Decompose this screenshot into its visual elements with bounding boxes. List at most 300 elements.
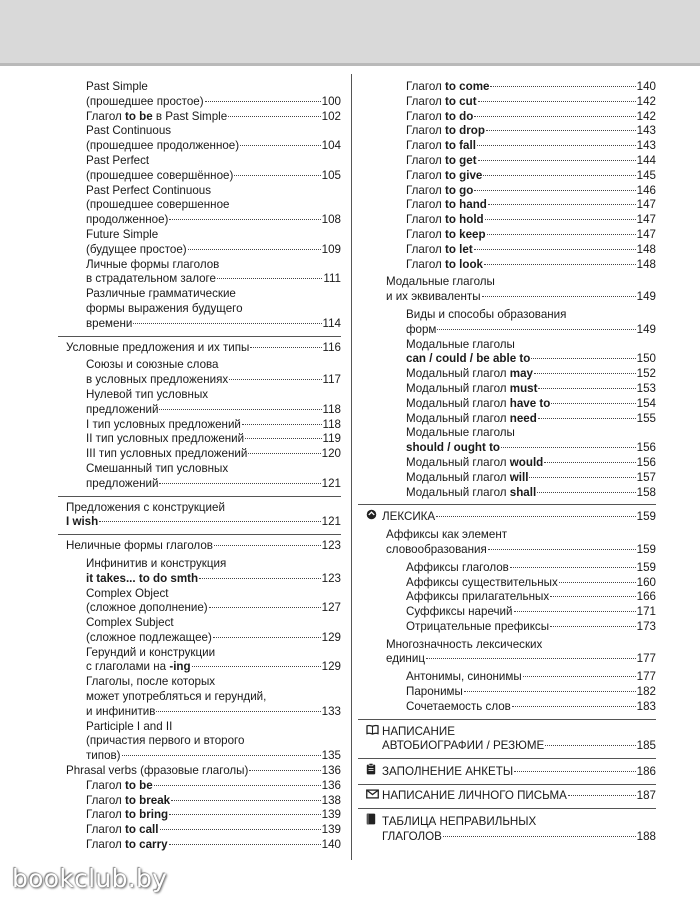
toc-text: (будущее простое)	[86, 242, 187, 256]
dot-leader	[242, 424, 322, 425]
page-number: 105	[321, 168, 341, 182]
toc-entry[interactable]	[66, 110, 341, 125]
toc-text: Глагол	[406, 183, 445, 197]
page-number: 118	[322, 417, 341, 431]
page-number: 114	[322, 316, 341, 330]
toc-entry[interactable]	[366, 543, 656, 558]
toc-entry[interactable]	[366, 739, 656, 754]
toc-text: Past Perfect	[86, 153, 150, 167]
toc-entry-title	[86, 705, 155, 720]
toc-entry-title	[86, 432, 244, 447]
toc-text: предложений	[86, 402, 159, 416]
toc-entry[interactable]	[366, 213, 656, 228]
dot-leader	[169, 814, 321, 815]
dot-leader	[199, 578, 321, 579]
toc-entry[interactable]	[66, 287, 341, 302]
toc-entry[interactable]	[66, 515, 341, 530]
toc-text: Глагол	[406, 213, 445, 227]
toc-entry[interactable]	[66, 675, 341, 690]
toc-entry-title	[86, 631, 212, 646]
toc-entry[interactable]	[66, 477, 341, 492]
toc-entry-title	[86, 287, 236, 302]
toc-entry-title	[406, 367, 533, 382]
dot-leader	[240, 145, 321, 146]
toc-entry-title	[86, 557, 226, 572]
toc-entry[interactable]	[366, 124, 656, 139]
page-number: 120	[321, 447, 341, 461]
watermark-text: bookclub.by	[12, 864, 168, 893]
toc-entry-title	[86, 447, 247, 462]
toc-entry[interactable]	[66, 646, 341, 661]
toc-entry[interactable]	[66, 749, 341, 764]
toc-text: продолженное)	[86, 213, 169, 227]
toc-entry-title	[86, 198, 229, 213]
toc-entry[interactable]	[66, 838, 341, 853]
page-number: 148	[636, 257, 656, 271]
toc-entry[interactable]	[66, 373, 341, 388]
toc-entry-title	[406, 95, 477, 110]
toc-entry[interactable]	[366, 154, 656, 169]
toc-entry[interactable]	[366, 169, 656, 184]
toc-entry[interactable]	[366, 397, 656, 412]
page-number: 104	[321, 139, 341, 153]
toc-text: Глагол	[406, 168, 445, 182]
page-number: 123	[321, 571, 341, 585]
toc-text: Условные предложения и их типы	[66, 340, 250, 354]
section-separator	[358, 504, 656, 505]
toc-entry[interactable]	[366, 352, 656, 367]
toc-term-bold: I wish	[66, 515, 99, 529]
toc-entry-title	[406, 184, 473, 199]
toc-entry-title	[406, 213, 484, 228]
toc-term-bold: shall	[509, 485, 537, 499]
toc-entry[interactable]	[66, 462, 341, 477]
toc-entry-title	[406, 80, 489, 95]
toc-entry[interactable]	[366, 441, 656, 456]
toc-entry[interactable]	[66, 358, 341, 373]
toc-entry[interactable]	[366, 471, 656, 486]
dot-leader	[154, 785, 321, 786]
toc-entry[interactable]	[366, 139, 656, 154]
toc-entry[interactable]	[66, 258, 341, 273]
dot-leader	[568, 795, 636, 796]
toc-text: в Past Simple	[152, 109, 228, 123]
toc-entry[interactable]	[366, 80, 656, 95]
toc-entry[interactable]	[66, 418, 341, 433]
toc-entry[interactable]	[366, 184, 656, 199]
dot-leader	[488, 549, 636, 550]
toc-entry[interactable]	[366, 110, 656, 125]
dot-leader	[436, 516, 635, 517]
dot-leader	[250, 347, 321, 348]
toc-text: Глагол	[406, 80, 445, 93]
toc-entry-title	[66, 764, 248, 779]
dot-leader	[217, 278, 322, 279]
toc-entry[interactable]	[66, 302, 341, 317]
toc-entry[interactable]	[366, 605, 656, 620]
dot-leader	[490, 86, 635, 87]
page-number: 145	[636, 168, 656, 182]
toc-entry-title	[406, 605, 513, 620]
page-number: 177	[636, 652, 656, 666]
page-number: 121	[321, 476, 341, 490]
toc-text: Future Simple	[86, 227, 159, 241]
toc-entry[interactable]	[366, 382, 656, 397]
toc-entry-title	[86, 808, 168, 823]
toc-text: Союзы и союзные слова	[86, 358, 219, 372]
toc-entry-title	[406, 620, 549, 635]
toc-entry[interactable]	[366, 412, 656, 427]
toc-entry[interactable]	[66, 341, 341, 356]
dot-leader	[159, 483, 320, 484]
toc-entry-title	[406, 198, 487, 213]
dot-leader	[550, 626, 636, 627]
toc-entry[interactable]	[66, 243, 341, 258]
toc-term-bold: to give	[445, 168, 483, 182]
toc-entry[interactable]	[66, 432, 341, 447]
toc-text: и их эквиваленты	[386, 290, 481, 304]
dot-leader	[228, 116, 320, 117]
dot-leader	[488, 204, 636, 205]
book-icon	[366, 724, 382, 740]
page-number: 121	[321, 515, 341, 529]
toc-entry[interactable]	[366, 561, 656, 576]
toc-term-bold: have to	[509, 396, 551, 410]
page-number: 182	[636, 685, 656, 699]
toc-term-bold: may	[509, 367, 533, 381]
toc-text: Аффиксы существительных	[406, 575, 558, 589]
toc-text: Глагол	[86, 109, 125, 123]
toc-entry-title	[386, 652, 425, 667]
toc-text: словообразования	[386, 542, 487, 556]
toc-entry[interactable]	[366, 813, 656, 830]
toc-entry[interactable]	[66, 660, 341, 675]
page-number: 187	[636, 789, 656, 803]
toc-entry[interactable]	[366, 830, 656, 845]
dot-leader	[538, 388, 635, 389]
toc-entry[interactable]	[66, 823, 341, 838]
toc-entry-title	[406, 169, 482, 184]
lexicon-icon	[366, 509, 382, 525]
toc-text: Суффиксы наречий	[406, 605, 513, 619]
toc-text: Модальный глагол	[406, 470, 510, 484]
toc-entry[interactable]	[66, 794, 341, 809]
toc-entry[interactable]	[66, 631, 341, 646]
toc-entry[interactable]	[366, 426, 656, 441]
page-number: 100	[321, 94, 341, 108]
toc-entry[interactable]	[366, 308, 656, 323]
toc-entry[interactable]	[366, 486, 656, 501]
dot-leader	[486, 130, 636, 131]
toc-entry[interactable]	[366, 638, 656, 653]
toc-entry-title	[86, 110, 227, 125]
toc-entry-title	[406, 228, 486, 243]
page-number: 159	[636, 510, 656, 524]
dot-leader	[487, 234, 636, 235]
toc-text: в условных предложениях	[86, 373, 229, 387]
page-number: 133	[321, 704, 341, 718]
toc-entry-title	[86, 243, 187, 258]
toc-term-bold: must	[509, 381, 538, 395]
toc-term-bold: to come	[445, 80, 490, 93]
toc-text: Глаголы, после которых	[86, 675, 216, 689]
toc-entry[interactable]	[66, 539, 341, 554]
dot-leader	[213, 637, 321, 638]
toc-entry[interactable]	[66, 139, 341, 154]
toc-text: Сочетаемость слов	[406, 699, 511, 713]
toc-text: Отрицательные префиксы	[406, 619, 550, 633]
toc-entry-title	[86, 228, 158, 243]
dot-leader	[501, 447, 636, 448]
dot-leader	[464, 691, 636, 692]
page-number: 147	[636, 227, 656, 241]
toc-entry[interactable]	[66, 808, 341, 823]
toc-entry-title	[86, 302, 243, 317]
page-number: 188	[636, 829, 656, 843]
toc-text: Личные формы глаголов	[86, 257, 220, 271]
toc-term-bold: to fall	[445, 139, 476, 153]
page-number: 135	[321, 749, 341, 763]
toc-entry[interactable]	[366, 228, 656, 243]
dot-leader	[122, 755, 321, 756]
toc-term-bold: should / ought to	[406, 441, 501, 455]
toc-text: Антонимы, синонимы	[406, 670, 522, 684]
toc-entry-title	[86, 317, 132, 332]
dot-leader	[514, 771, 636, 772]
toc-entry-title	[406, 382, 537, 397]
toc-text: Complex Object	[86, 586, 169, 600]
toc-entry[interactable]	[66, 184, 341, 199]
page-number: 171	[636, 605, 656, 619]
dot-leader	[205, 101, 321, 102]
toc-text: II тип условных предложений	[86, 432, 245, 446]
toc-entry[interactable]	[366, 367, 656, 382]
toc-entry-title	[406, 308, 566, 323]
toc-entry-title	[86, 601, 208, 616]
toc-entry[interactable]	[366, 685, 656, 700]
toc-entry[interactable]	[366, 576, 656, 591]
dot-leader	[229, 379, 321, 380]
dot-leader	[159, 409, 321, 410]
toc-entry[interactable]	[366, 509, 656, 525]
toc-entry-title	[86, 616, 174, 631]
toc-entry[interactable]	[366, 290, 656, 305]
toc-entry[interactable]	[66, 317, 341, 332]
page-number: 139	[321, 823, 341, 837]
page-number: 147	[636, 213, 656, 227]
toc-entry[interactable]	[366, 323, 656, 338]
toc-entry-title	[406, 243, 473, 258]
toc-entry[interactable]	[66, 198, 341, 213]
toc-entry[interactable]	[66, 80, 341, 95]
toc-term-bold: to break	[125, 793, 171, 807]
toc-entry-title	[406, 397, 550, 412]
dot-leader	[474, 116, 635, 117]
toc-entry[interactable]	[366, 789, 656, 804]
dot-leader	[426, 658, 636, 659]
toc-term-bold: to bring	[125, 808, 169, 822]
toc-entry[interactable]	[66, 616, 341, 631]
toc-entry[interactable]	[66, 764, 341, 779]
toc-text: Глагол	[406, 198, 445, 212]
toc-entry-title	[86, 734, 244, 749]
page-number: 127	[321, 601, 341, 615]
toc-text: Модальные глаголы	[386, 275, 495, 289]
toc-text: Глагол	[86, 808, 125, 822]
toc-text: Модальный глагол	[406, 411, 510, 425]
toc-text: формы выражения будущего	[86, 301, 243, 315]
toc-entry[interactable]	[66, 272, 341, 287]
dot-leader	[544, 462, 635, 463]
toc-entry-title	[406, 590, 549, 605]
toc-entry-title	[86, 403, 158, 418]
toc-entry[interactable]	[366, 275, 656, 290]
toc-entry-title	[406, 456, 543, 471]
toc-term-bold: can / could / be able to	[406, 352, 531, 366]
toc-entry[interactable]	[66, 228, 341, 243]
toc-entry[interactable]	[366, 724, 656, 740]
toc-entry[interactable]	[66, 557, 341, 572]
toc-text: Модальные глаголы	[406, 426, 515, 440]
toc-entry[interactable]	[66, 95, 341, 110]
toc-text: НАПИСАНИЕ	[382, 724, 455, 738]
toc-entry[interactable]	[66, 720, 341, 735]
toc-entry-title	[86, 462, 228, 477]
toc-text: Нулевой тип условных	[86, 387, 209, 401]
section-separator	[358, 758, 656, 759]
dot-leader	[249, 770, 320, 771]
page-number: 157	[636, 470, 656, 484]
dot-leader	[514, 611, 636, 612]
dot-leader	[485, 219, 636, 220]
toc-entry-title	[66, 341, 249, 356]
page-number: 111	[323, 272, 341, 286]
dot-leader	[545, 745, 635, 746]
toc-term-bold: to keep	[445, 227, 486, 241]
dot-leader	[160, 829, 321, 830]
toc-text: НАПИСАНИЕ ЛИЧНОГО ПИСЬМА	[382, 789, 567, 803]
page-number: 158	[636, 485, 656, 499]
toc-term-bold: it takes... to do smth	[86, 571, 199, 585]
toc-entry-title	[86, 169, 233, 184]
toc-entry[interactable]	[66, 690, 341, 705]
page-number: 138	[321, 793, 341, 807]
toc-entry-title	[366, 724, 455, 740]
toc-text: Глагол	[406, 242, 445, 256]
toc-text: Глагол	[86, 838, 125, 852]
toc-entry[interactable]	[66, 447, 341, 462]
toc-text: Модальный глагол	[406, 367, 510, 381]
page-number: 153	[636, 381, 656, 395]
toc-entry[interactable]	[366, 652, 656, 667]
toc-entry[interactable]	[366, 95, 656, 110]
toc-entry-title	[86, 779, 153, 794]
toc-term-bold: to hand	[445, 198, 487, 212]
toc-text: Аффиксы глаголов	[406, 560, 509, 574]
toc-entry[interactable]	[66, 734, 341, 749]
dot-leader	[192, 666, 321, 667]
toc-text: Глагол	[86, 778, 125, 792]
toc-entry[interactable]	[66, 705, 341, 720]
toc-text: Модальный глагол	[406, 455, 510, 469]
toc-entry[interactable]	[66, 213, 341, 228]
toc-text: Герундий и конструкции	[86, 645, 216, 659]
toc-entry-title	[366, 813, 536, 830]
page-number: 116	[322, 340, 341, 354]
toc-entry-title	[406, 426, 515, 441]
toc-entry[interactable]	[366, 700, 656, 715]
toc-entry[interactable]	[66, 388, 341, 403]
toc-entry-title	[86, 660, 191, 675]
toc-entry[interactable]	[66, 587, 341, 602]
toc-entry[interactable]	[366, 590, 656, 605]
dot-leader	[550, 596, 636, 597]
toc-entry-title	[86, 646, 215, 661]
dot-leader	[512, 706, 636, 707]
page-number: 129	[321, 660, 341, 674]
dot-leader	[474, 190, 635, 191]
toc-term-bold: -ing	[169, 660, 191, 674]
page-number: 140	[636, 80, 656, 93]
toc-entry-title	[386, 638, 542, 653]
toc-entry[interactable]	[66, 601, 341, 616]
toc-entry-title	[406, 352, 530, 367]
dot-leader	[478, 101, 636, 102]
toc-entry[interactable]	[366, 243, 656, 258]
toc-entry[interactable]	[66, 572, 341, 587]
toc-text: Неличные формы глаголов	[66, 539, 213, 553]
toc-entry-title	[86, 838, 168, 853]
toc-entry-title	[406, 670, 522, 685]
toc-text: может употребляться и герундий,	[86, 690, 267, 704]
toc-entry[interactable]	[366, 338, 656, 353]
toc-right-column	[366, 80, 656, 844]
toc-entry[interactable]	[66, 169, 341, 184]
toc-term-bold: to hold	[445, 213, 484, 227]
toc-entry[interactable]	[66, 124, 341, 139]
toc-entry-title	[86, 477, 158, 492]
envelope-icon	[366, 789, 382, 804]
toc-entry-title	[66, 515, 98, 530]
toc-entry-title	[86, 80, 148, 95]
toc-entry[interactable]	[66, 501, 341, 516]
toc-entry-title	[86, 675, 215, 690]
toc-entry[interactable]	[366, 456, 656, 471]
toc-entry[interactable]	[66, 154, 341, 169]
page-number: 148	[636, 242, 656, 256]
page-number: 119	[322, 432, 341, 446]
toc-entry-title	[86, 373, 228, 388]
toc-entry[interactable]	[366, 528, 656, 543]
toc-entry-title	[406, 471, 528, 486]
page-number: 149	[636, 290, 656, 304]
toc-entry[interactable]	[366, 620, 656, 635]
toc-entry[interactable]	[66, 779, 341, 794]
toc-entry[interactable]	[366, 198, 656, 213]
toc-text: типов)	[86, 749, 121, 763]
toc-entry[interactable]	[366, 763, 656, 780]
dot-leader	[214, 545, 321, 546]
clipboard-icon	[366, 763, 382, 780]
toc-entry[interactable]	[366, 258, 656, 273]
toc-entry-title	[86, 572, 198, 587]
toc-entry-title	[86, 124, 171, 139]
toc-entry[interactable]	[366, 670, 656, 685]
toc-entry-title	[366, 763, 513, 780]
toc-entry[interactable]	[66, 403, 341, 418]
toc-term-bold: to look	[445, 257, 483, 271]
toc-entry-title	[86, 749, 121, 764]
